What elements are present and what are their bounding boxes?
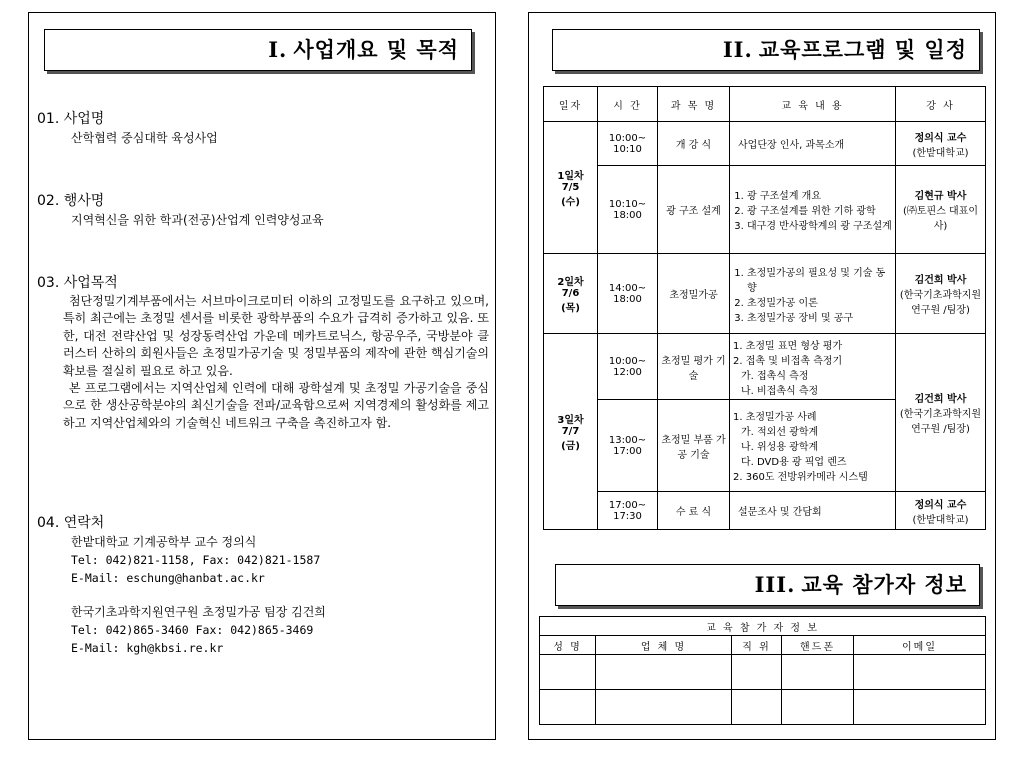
title-text: 교육프로그램 및 일정 — [758, 38, 967, 62]
content-line: 나. 비접촉식 측정 — [741, 385, 819, 397]
section-heading: 01. 사업명 — [37, 111, 105, 127]
email-cell[interactable] — [854, 655, 986, 690]
section-body: 지역혁신을 위한 학과(전공)산업계 인력양성교육 — [71, 213, 324, 227]
section-business-name — [37, 109, 489, 147]
lecturer-org: (한밭대학교) — [912, 514, 969, 526]
time-cell: 17:00~ 17:30 — [598, 492, 658, 530]
title-number: II. — [722, 37, 753, 62]
section-event-name — [37, 191, 489, 229]
header-name: 성 명 — [540, 636, 596, 655]
lecturer-cell — [896, 254, 986, 334]
header-content: 교 육 내 용 — [730, 87, 896, 122]
day-cell — [544, 122, 598, 254]
lecturer-name: 김현규 박사 — [914, 191, 967, 202]
table-row — [544, 254, 986, 334]
lecturer-cell — [896, 492, 986, 530]
subject-cell: 초정밀 부품 가공 기술 — [658, 400, 730, 492]
content-line: 가. 접촉식 측정 — [741, 370, 809, 382]
time-cell: 10:00~ 12:00 — [598, 334, 658, 400]
table-header-row — [544, 87, 986, 122]
participant-table-title: 교 육 참 가 자 정 보 — [540, 617, 986, 636]
lecturer-org: (㈜토핀스 대표이사) — [902, 206, 979, 232]
section-contact — [37, 513, 489, 657]
contact-1 — [37, 533, 489, 587]
purpose-paragraph-2: 본 프로그램에서는 지역산업체 인력에 대해 광학설계 및 초정밀 가공기술을 중심으로 한 생산공학분야의 최신기술을 전파/교육함으로써 지역경제의 활성화를 제고하고 지역산업체와의 기술혁신 네트워크 구축을 촉진하고자 함. — [63, 381, 489, 430]
section-title-overview — [44, 29, 472, 71]
content-cell: 설문조사 및 간담회 — [730, 492, 896, 530]
title-number: Ⅰ. — [268, 37, 288, 62]
section-purpose — [37, 273, 489, 432]
participant-table — [539, 616, 986, 725]
section-title-participants — [555, 564, 980, 606]
day-cell — [544, 334, 598, 530]
time-cell: 10:10~ 18:00 — [598, 166, 658, 254]
purpose-paragraph-1: 첨단정밀기계부품에서는 서브마이크로미터 이하의 고정밀도를 요구하고 있으며, 특히 최근에는 초정밀 센서를 비롯한 광학부품의 수요가 급격히 증가하고 있음. 또한, 대전 전략산업 및 성장동력산업 가운데 메카트로닉스, 항공우주, 국방분야 클러스터 산하의 회원사들은 초정밀가공기술 및 정밀부품의 제작에 관한 핵심기술의 확보를 절실히 필요로 하고 있음. — [63, 294, 489, 378]
table-row — [544, 166, 986, 254]
subject-cell: 수 료 식 — [658, 492, 730, 530]
section-heading: 03. 사업목적 — [37, 275, 118, 291]
title-number: III. — [754, 572, 796, 597]
lecturer-cell — [896, 122, 986, 166]
time-cell: 10:00~ 10:10 — [598, 122, 658, 166]
table-row — [544, 122, 986, 166]
table-row — [544, 492, 986, 530]
content-item: 1. 초정밀가공의 필요성 및 기술 동향 — [747, 264, 892, 294]
lecturer-org: (한밭대학교) — [912, 147, 969, 159]
header-company: 업 체 명 — [596, 636, 732, 655]
table-title-row — [540, 617, 986, 636]
content-cell: 사업단장 인사, 과목소개 — [730, 122, 896, 166]
content-line: 1. 초정밀가공 사례 — [733, 412, 817, 423]
right-panel — [528, 12, 996, 740]
title-text: 사업개요 및 목적 — [293, 38, 459, 62]
content-item: 3. 초정밀가공 장비 및 공구 — [747, 309, 892, 324]
content-cell — [730, 166, 896, 254]
contact-email: E-Mail: eschung@hanbat.ac.kr — [71, 571, 265, 585]
time-cell: 14:00~ 18:00 — [598, 254, 658, 334]
day-cell — [544, 254, 598, 334]
day-label: 2일차 — [557, 277, 584, 288]
table-row — [540, 690, 986, 725]
section-body — [37, 293, 489, 432]
lecturer-org: (한국기초과학지원 연구원 /팀장) — [899, 409, 982, 435]
subject-cell: 광 구조 설계 — [658, 166, 730, 254]
header-position: 직 위 — [732, 636, 782, 655]
section-body: 산학협력 중심대학 육성사업 — [71, 131, 218, 145]
subject-cell: 초정밀가공 — [658, 254, 730, 334]
lecturer-name: 김건희 박사 — [914, 275, 967, 286]
subject-cell: 개 강 식 — [658, 122, 730, 166]
day-weekday: (목) — [561, 303, 580, 314]
name-cell[interactable] — [540, 655, 596, 690]
content-line: 2. 접촉 및 비접촉 측정기 — [733, 355, 843, 367]
day-date: 7/6 — [561, 288, 580, 299]
contact-tel: Tel: 042)865-3460 Fax: 042)865-3469 — [71, 623, 314, 637]
table-row — [540, 655, 986, 690]
contact-email: E-Mail: kgh@kbsi.re.kr — [71, 641, 224, 655]
day-label: 3일차 — [557, 415, 584, 426]
lecturer-cell — [896, 166, 986, 254]
content-cell — [730, 400, 896, 492]
day-weekday: (금) — [561, 441, 580, 452]
email-cell[interactable] — [854, 690, 986, 725]
phone-cell[interactable] — [782, 655, 854, 690]
contact-tel: Tel: 042)821-1158, Fax: 042)821-1587 — [71, 553, 321, 567]
subject-cell: 초정밀 평가 기술 — [658, 334, 730, 400]
lecturer-name: 정의식 교수 — [914, 499, 967, 511]
time-cell: 13:00~ 17:00 — [598, 400, 658, 492]
content-line: 가. 적외선 광학계 — [741, 427, 819, 438]
position-cell[interactable] — [732, 690, 782, 725]
contact-org: 한국기초과학지원연구원 초정밀가공 팀장 김건희 — [71, 605, 326, 619]
position-cell[interactable] — [732, 655, 782, 690]
section-title-program — [552, 29, 980, 71]
header-time: 시 간 — [598, 87, 658, 122]
header-date: 일자 — [544, 87, 598, 122]
section-heading: 02. 행사명 — [37, 193, 105, 209]
lecturer-name: 정의식 교수 — [914, 132, 967, 144]
lecturer-cell — [896, 334, 986, 492]
company-cell[interactable] — [596, 655, 732, 690]
content-line: 1. 초정밀 표면 형상 평가 — [733, 340, 843, 352]
contact-org: 한밭대학교 기계공학부 교수 정의식 — [71, 535, 257, 549]
header-subject: 과 목 명 — [658, 87, 730, 122]
content-line: 다. DVD용 광 픽업 렌즈 — [741, 457, 847, 468]
table-row — [544, 334, 986, 400]
day-label: 1일차 — [557, 171, 584, 182]
phone-cell[interactable] — [782, 690, 854, 725]
content-item: 2. 광 구조설계를 위한 기하 광학 — [747, 202, 892, 217]
day-weekday: (수) — [561, 197, 580, 208]
left-panel — [28, 12, 496, 740]
content-cell — [730, 334, 896, 400]
header-lecturer: 강 사 — [896, 87, 986, 122]
title-text: 교육 참가자 정보 — [801, 573, 967, 597]
header-phone: 핸드폰 — [782, 636, 854, 655]
name-cell[interactable] — [540, 690, 596, 725]
content-line: 나. 위성용 광학계 — [741, 442, 819, 453]
header-email: 이메일 — [854, 636, 986, 655]
schedule-table — [543, 86, 986, 530]
content-item: 2. 초정밀가공 이론 — [747, 294, 892, 309]
content-item: 3. 대구경 반사광학계의 광 구조설계 — [747, 217, 892, 232]
content-item: 1. 광 구조설계 개요 — [747, 187, 892, 202]
day-date: 7/7 — [561, 426, 580, 437]
section-heading: 04. 연락처 — [37, 515, 105, 531]
lecturer-org: (한국기초과학지원 연구원 /팀장) — [899, 290, 982, 316]
lecturer-name: 김건희 박사 — [914, 394, 967, 405]
table-header-row — [540, 636, 986, 655]
day-date: 7/5 — [561, 182, 580, 193]
contact-2 — [37, 603, 489, 657]
content-line: 2. 360도 전방위카메라 시스템 — [733, 472, 868, 483]
content-cell — [730, 254, 896, 334]
company-cell[interactable] — [596, 690, 732, 725]
